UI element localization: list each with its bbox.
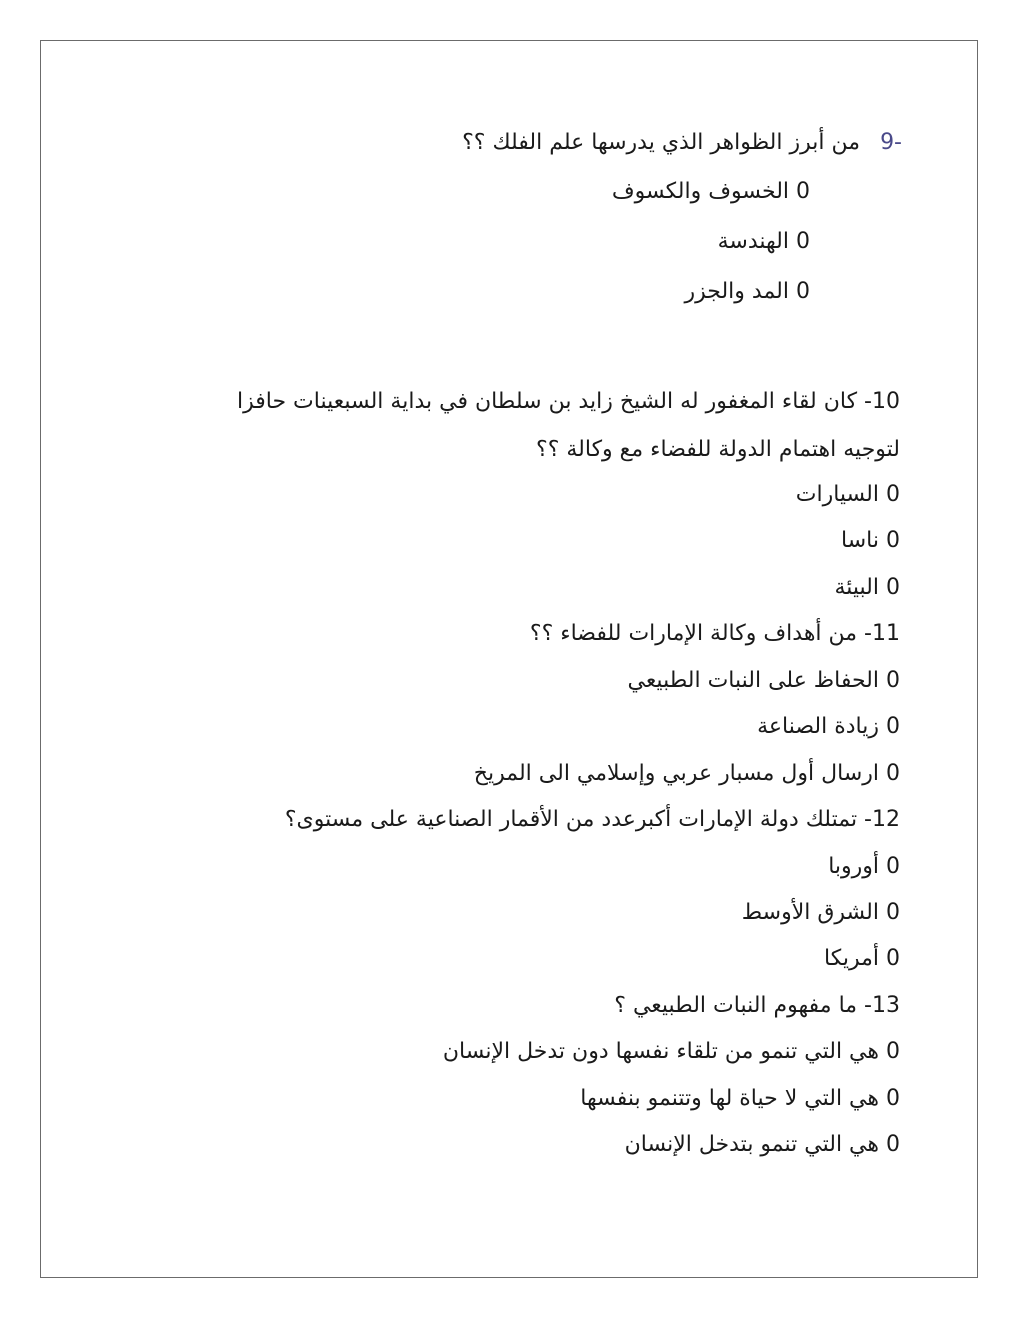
question-11-text: 11- من أهداف وكالة الإمارات للفضاء ؟؟ [529,621,900,646]
question-10-option-2: 0 ناسا [841,528,900,553]
question-13-text: 13- ما مفهوم النبات الطبيعي ؟ [614,993,900,1018]
question-12-option-1: 0 أوروبا [828,854,900,879]
question-12-text: 12- تمتلك دولة الإمارات أكبرعدد من الأقمار الصناعية على مستوى؟ [284,807,900,832]
question-9-text: من أبرز الظواهر الذي يدرسها علم الفلك ؟؟ [462,130,860,155]
question-12-option-3: 0 أمريكا [823,946,900,971]
question-12-option-2: 0 الشرق الأوسط [741,900,900,925]
question-9-option-2: 0 الهندسة [717,229,810,254]
question-11-option-2: 0 زيادة الصناعة [757,714,900,739]
question-9-option-3: 0 المد والجزر [684,279,810,304]
question-13-option-3: 0 هي التي تنمو بتدخل الإنسان [624,1132,900,1157]
question-13-option-1: 0 هي التي تنمو من تلقاء نفسها دون تدخل الإنسان [442,1039,900,1064]
question-10-text-line-2: لتوجيه اهتمام الدولة للفضاء مع وكالة ؟؟ [536,437,900,462]
question-9-option-1: 0 الخسوف والكسوف [611,179,810,204]
question-11-option-1: 0 الحفاظ على النبات الطبيعي [627,668,900,693]
question-9-number: 9- [880,130,902,155]
question-10-option-1: 0 السيارات [795,482,900,507]
question-11-option-3: 0 ارسال أول مسبار عربي وإسلامي الى المريخ [473,761,900,786]
question-10-option-3: 0 البيئة [834,575,900,600]
question-10-text-line-1: 10- كان لقاء المغفور له الشيخ زايد بن سلطان في بداية السبعينات حافزا [236,389,900,414]
question-13-option-2: 0 هي التي لا حياة لها وتتنمو بنفسها [580,1086,900,1111]
